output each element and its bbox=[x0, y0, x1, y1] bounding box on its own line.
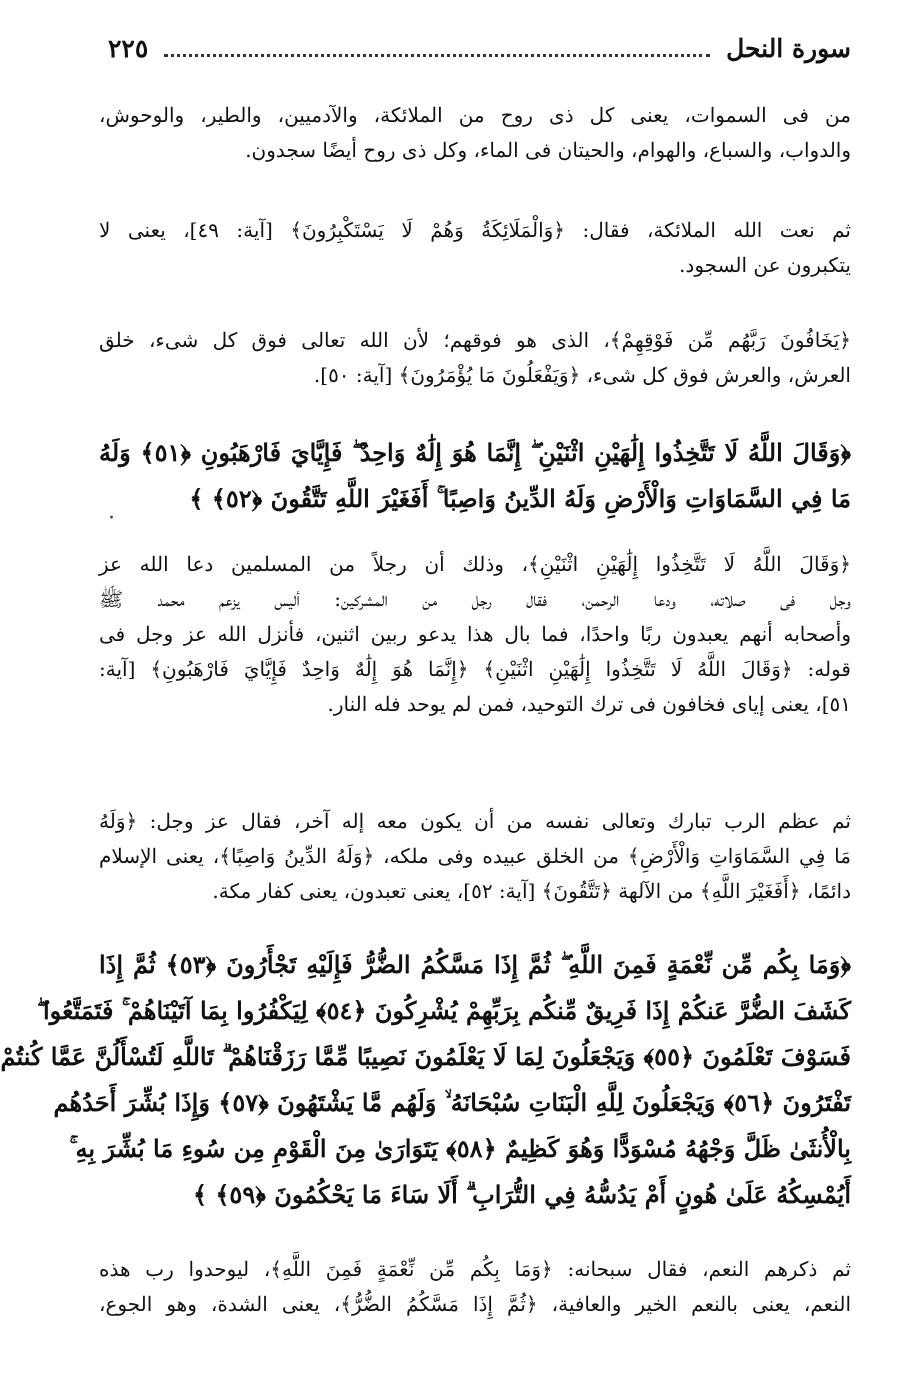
tafsir-paragraph bbox=[99, 213, 851, 283]
text-line: ﴿يَخَافُونَ رَبَّهُم مِّن فَوْقِهِمْ﴾، الذى هو فوقهم؛ لأن الله تعالى فوق كل شىء، خلق bbox=[99, 328, 851, 352]
surah-title: سورة النحل bbox=[726, 34, 851, 63]
text-line: مَا فِي السَّمَاوَاتِ وَالْأَرْضِ﴾ من الخلق عبيده وفى ملكه، ﴿وَلَهُ الدِّينُ وَاصِبًا﴾، يعنى الإسلام bbox=[99, 844, 851, 868]
verse-line: أَيُمْسِكُهُ عَلَىٰ هُونٍ أَمْ يَدُسُّهُ فِي التُّرَابِ ۗ أَلَا سَاءَ مَا يَحْكُمُونَ ﴿٥٩﴾ ﴾ bbox=[192, 1180, 851, 1209]
text-line: ثم عظم الرب تبارك وتعالى نفسه من أن يكون معه إله آخر، فقال عز وجل: ﴿وَلَهُ bbox=[99, 809, 851, 833]
text-line: العرش، والعرش فوق كل شىء، ﴿وَيَفْعَلُونَ مَا يُؤْمَرُونَ﴾ [آية: ٥٠]. bbox=[313, 363, 851, 387]
text-line: النعم، يعنى بالنعم الخير والعافية، ﴿ثُمَّ إِذَا مَسَّكُمُ الضُّرُّ﴾، يعنى الشدة، وهو الجوع، bbox=[99, 1292, 851, 1316]
verse-line: فَسَوْفَ تَعْلَمُونَ ﴿٥٥﴾ وَيَجْعَلُونَ لِمَا لَا يَعْلَمُونَ نَصِيبًا مِّمَّا رَزَقْنَاهُمْ ۗ تَاللَّهِ لَتُسْأَلُنَّ عَمَّا كُنتُمْ bbox=[0, 1042, 851, 1071]
verse-line: مَا فِي السَّمَاوَاتِ وَالْأَرْضِ وَلَهُ الدِّينُ وَاصِبًا ۚ أَفَغَيْرَ اللَّهِ تَتَّقُونَ ﴿٥٢﴾ ﴾ bbox=[189, 484, 851, 513]
quran-verse-block bbox=[99, 430, 851, 522]
tafsir-paragraph bbox=[99, 804, 851, 909]
text-line: وجل فى صلاته، ودعا الرحمن، فقال رجل من المشركين: أليس يزعم محمد ﷺ bbox=[99, 587, 851, 611]
text-line: والدواب، والسباع، والهوام، والحيتان فى الماء، وكل ذى روح أيضًا سجدون. bbox=[245, 138, 851, 162]
header-dotted-leader bbox=[164, 44, 710, 57]
quran-verse-block bbox=[0, 942, 851, 1218]
text-line: ثم نعت الله الملائكة، فقال: ﴿وَالْمَلَائِكَةُ وَهُمْ لَا يَسْتَكْبِرُونَ﴾ [آية: ٤٩]، يعنى لا bbox=[99, 218, 851, 242]
tafsir-paragraph bbox=[99, 1252, 851, 1322]
text-line: قوله: ﴿وَقَالَ اللَّهُ لَا تَتَّخِذُوا إِلَٰهَيْنِ اثْنَيْنِ﴾ ﴿إِنَّمَا هُوَ إِلَٰهٌ وَاحِدٌ فَإِيَّايَ فَارْهَبُونِ﴾ [آية: bbox=[99, 657, 851, 681]
page-number: ٢٢٥ bbox=[108, 34, 149, 63]
stray-mark: · bbox=[108, 506, 115, 531]
tafsir-paragraph bbox=[99, 547, 851, 722]
text-line: ٥١]، يعنى إياى فخافون فى ترك التوحيد، فمن لم يوحد فله النار. bbox=[327, 692, 851, 716]
text-line: يتكبرون عن السجود. bbox=[679, 253, 851, 277]
text-line: من فى السموات، يعنى كل ذى روح من الملائكة، والآدميين، والطير، والوحوش، bbox=[99, 103, 851, 127]
verse-line: تَفْتَرُونَ ﴿٥٦﴾ وَيَجْعَلُونَ لِلَّهِ الْبَنَاتِ سُبْحَانَهُ ۙ وَلَهُم مَّا يَشْتَهُونَ ﴿٥٧﴾ وَإِذَا بُشِّرَ أَحَدُهُم bbox=[53, 1088, 851, 1117]
text-line: ثم ذكرهم النعم، فقال سبحانه: ﴿وَمَا بِكُم مِّن نِّعْمَةٍ فَمِنَ اللَّهِ﴾، ليوحدوا رب هذه bbox=[99, 1257, 851, 1281]
verse-line: كَشَفَ الضُّرَّ عَنكُمْ إِذَا فَرِيقٌ مِّنكُم بِرَبِّهِمْ يُشْرِكُونَ ﴿٥٤﴾ لِيَكْفُرُوا بِمَا آتَيْنَاهُمْ ۚ فَتَمَتَّعُوا ۖ bbox=[37, 996, 851, 1025]
tafsir-paragraph bbox=[99, 323, 851, 393]
text-line: وأصحابه أنهم يعبدون ربًا واحدًا، فما بال هذا يدعو ربين اثنين، فأنزل الله عز وجل فى bbox=[99, 622, 851, 646]
verse-line: ﴿وَقَالَ اللَّهُ لَا تَتَّخِذُوا إِلَٰهَيْنِ اثْنَيْنِ ۖ إِنَّمَا هُوَ إِلَٰهٌ وَاحِدٌ ۖ فَإِيَّايَ فَارْهَبُونِ ﴿٥١﴾ وَلَهُ bbox=[99, 438, 851, 467]
text-line: دائمًا، ﴿أَفَغَيْرَ اللَّهِ﴾ من الآلهة ﴿تَتَّقُونَ﴾ [آية: ٥٢]، يعنى تعبدون، يعنى كفار مكة. bbox=[212, 879, 851, 903]
text-line: ﴿وَقَالَ اللَّهُ لَا تَتَّخِذُوا إِلَٰهَيْنِ اثْنَيْنِ﴾، وذلك أن رجلاً من المسلمين دعا الله عز bbox=[99, 552, 851, 576]
verse-line: ﴿وَمَا بِكُم مِّن نِّعْمَةٍ فَمِنَ اللَّهِ ۖ ثُمَّ إِذَا مَسَّكُمُ الضُّرُّ فَإِلَيْهِ تَجْأَرُونَ ﴿٥٣﴾ ثُمَّ إِذَا bbox=[99, 950, 851, 979]
verse-line: بِالْأُنثَىٰ ظَلَّ وَجْهُهُ مُسْوَدًّا وَهُوَ كَظِيمٌ ﴿٥٨﴾ يَتَوَارَىٰ مِنَ الْقَوْمِ مِن سُوءِ مَا بُشِّرَ بِهِ ۚ bbox=[69, 1134, 851, 1163]
tafsir-paragraph bbox=[99, 98, 851, 168]
page-header bbox=[108, 34, 851, 63]
